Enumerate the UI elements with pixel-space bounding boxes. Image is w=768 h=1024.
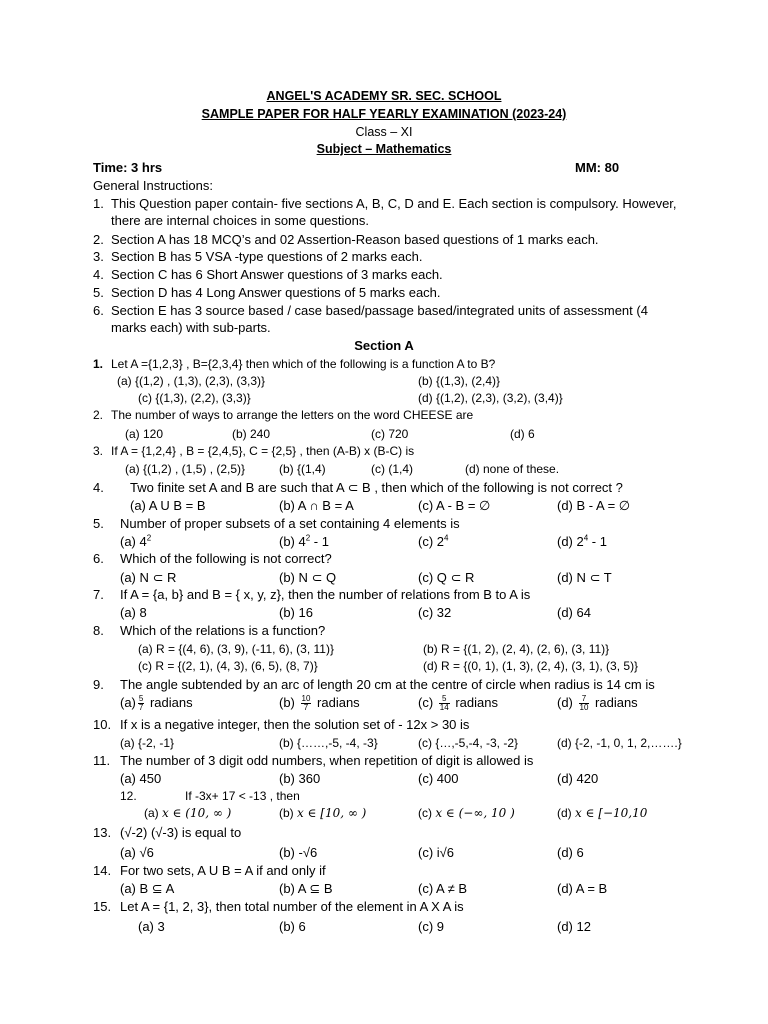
option-d: (d) B - A = ∅ [557, 498, 631, 513]
instruction-text: Section B has 5 VSA -type questions of 2 marks each. [111, 249, 423, 264]
instruction-num: 3. [93, 249, 104, 264]
option-d: (d) $2^4 - 1$ [557, 533, 607, 549]
instruction-text: marks each) with sub-parts. [111, 320, 271, 335]
option-d: (d) 420 [557, 771, 599, 786]
question-number: 5. [93, 516, 104, 531]
option-b: (b) x ∈ [10, ∞ ) [279, 806, 367, 820]
instruction-num: 1. [93, 196, 104, 211]
question-number: 4. [93, 480, 104, 495]
option-c: (c) x ∈ (−∞, 10 ) [418, 806, 515, 820]
option-b: (b) {(1,4) [279, 462, 326, 476]
option-d: (d) x ∈ [−10,10 [557, 806, 648, 820]
option-d: (d) A = B [557, 881, 608, 896]
question-number: 8. [93, 623, 104, 638]
instruction-num: 5. [93, 285, 104, 300]
option-d: (d) {(1,2), (2,3), (3,2), (3,4)} [418, 391, 563, 405]
option-c: (c) A - B = ∅ [418, 498, 491, 513]
max-marks: MM: 80 [575, 160, 620, 175]
instruction-text: Section A has 18 MCQ’s and 02 Assertion-Reason based questions of 1 marks each. [111, 232, 599, 247]
option-d: (d) N ⊂ T [557, 570, 612, 585]
question-number: 6. [93, 551, 104, 566]
option-d: (d) R = {(0, 1), (1, 3), (2, 4), (3, 1), (3, 5)} [423, 659, 639, 673]
question-number: 7. [93, 587, 104, 602]
section-title: Section A [354, 338, 414, 353]
question-number: 9. [93, 677, 104, 692]
option-a: (a) $4^2$ [120, 533, 152, 549]
time-label: Time: 3 hrs [93, 160, 163, 175]
question-number: 13. [93, 825, 112, 840]
option-a: (a) N ⊂ R [120, 570, 177, 585]
question-text: The number of ways to arrange the letters on the word CHEESE are [111, 408, 474, 422]
question-number: 1. [93, 357, 104, 371]
question-number: 10. [93, 717, 112, 732]
option-c: (c) A ≠ B [418, 881, 468, 896]
question-number: 11. [93, 753, 111, 768]
option-d: (d) 12 [557, 919, 591, 934]
option-d: (d) 64 [557, 605, 591, 620]
question-text: Let A ={1,2,3} , B={2,3,4} then which of the following is a function A to B? [111, 357, 496, 371]
subject-label: Subject – Mathematics [316, 142, 452, 156]
option-d: (d) 6 [557, 845, 584, 860]
paper-title: SAMPLE PAPER FOR HALF YEARLY EXAMINATION (2023-24) [201, 107, 567, 121]
instructions-title: General Instructions: [93, 178, 213, 193]
option-b: (b) 360 [279, 771, 321, 786]
option-b: (b) 240 [232, 427, 271, 441]
question-text: Which of the relations is a function? [120, 623, 326, 638]
question-text: If A = {a, b} and B = { x, y, z}, then the number of relations from B to A is [120, 587, 531, 602]
option-a: (a) A U B = B [130, 498, 206, 513]
question-text: Two finite set A and B are such that A ⊂ B , then which of the following is not correct ? [130, 480, 623, 495]
option-c: (c) $\frac{5}{14}$ radians [418, 694, 498, 713]
option-b: (b) {(1,3), (2,4)} [418, 374, 501, 388]
option-c: (c) {…,-5,-4, -3, -2} [418, 736, 519, 750]
option-c: (c) R = {(2, 1), (4, 3), (6, 5), (8, 7)} [138, 659, 318, 673]
option-b: (b) $\frac{10}{7}$ radians [279, 694, 360, 713]
instruction-num: 2. [93, 232, 104, 247]
option-d: (d) 6 [510, 427, 535, 441]
option-a: (a) 3 [138, 919, 165, 934]
option-a: (a) B ⊆ A [120, 881, 175, 896]
option-c: (c) 32 [418, 605, 452, 620]
question-number: 2. [93, 408, 104, 422]
option-c: (c) Q ⊂ R [418, 570, 475, 585]
option-a: (a) 120 [125, 427, 164, 441]
option-b: (b) {……,-5, -4, -3} [279, 736, 378, 750]
option-b: (b) N ⊂ Q [279, 570, 337, 585]
question-number: 14. [93, 863, 112, 878]
option-b: (b) R = {(1, 2), (2, 4), (2, 6), (3, 11)} [423, 642, 610, 656]
option-c: (c) i√6 [418, 845, 455, 860]
option-b: (b) -√6 [279, 845, 318, 860]
option-d: (d) none of these. [465, 462, 560, 476]
question-text: Let A = {1, 2, 3}, then total number of the element in A X A is [120, 899, 464, 914]
question-text: For two sets, A U B = A if and only if [120, 863, 326, 878]
question-number: 12. [120, 789, 137, 803]
question-text: Number of proper subsets of a set containing 4 elements is [120, 516, 460, 531]
question-text: If -3x+ 17 < -13 , then [185, 789, 300, 803]
question-text: If A = {1,2,4} , B = {2,4,5}, C = {2,5} , then (A-B) x (B-C) is [111, 444, 415, 458]
instruction-text: This Question paper contain- five sections A, B, C, D and E. Each section is compulsory. However, [111, 196, 677, 211]
instruction-text: Section C has 6 Short Answer questions of 3 marks each. [111, 267, 443, 282]
option-a: (a) √6 [120, 845, 154, 860]
instruction-text: Section E has 3 source based / case based/passage based/integrated units of assessment (4 [111, 303, 648, 318]
question-text: The number of 3 digit odd numbers, when repetition of digit is allowed is [120, 753, 534, 768]
option-a: (a) 450 [120, 771, 162, 786]
option-a: (a) {(1,2) , (1,3), (2,3), (3,3)} [117, 374, 266, 388]
option-a: (a) R = {(4, 6), (3, 9), (-11, 6), (3, 11)} [138, 642, 334, 656]
question-number: 3. [93, 444, 104, 458]
option-c: (c) 9 [418, 919, 444, 934]
class-label: Class – XI [355, 125, 413, 139]
option-b: (b) 16 [279, 605, 313, 620]
option-b: (b) A ∩ B = A [279, 498, 354, 513]
option-c: (c) 720 [371, 427, 409, 441]
option-a: (a) $\frac{5}{7}$ radians [120, 694, 193, 713]
question-text: (√-2) (√-3) is equal to [120, 825, 242, 840]
school-name: ANGEL'S ACADEMY SR. SEC. SCHOOL [266, 89, 502, 103]
instruction-num: 4. [93, 267, 104, 282]
option-c: (c) $2^4$ [418, 533, 449, 549]
option-c: (c) (1,4) [371, 462, 413, 476]
option-b: (b) 6 [279, 919, 306, 934]
option-b: (b) A ⊆ B [279, 881, 333, 896]
option-b: (b) $4^2 - 1$ [279, 533, 329, 549]
option-d: (d) $\frac{7}{10}$ radians [557, 694, 638, 713]
instruction-text: Section D has 4 Long Answer questions of 5 marks each. [111, 285, 441, 300]
option-d: (d) {-2, -1, 0, 1, 2,…….} [557, 736, 682, 750]
option-c: (c) 400 [418, 771, 459, 786]
question-text: If x is a negative integer, then the solution set of - 12x > 30 is [120, 717, 470, 732]
question-number: 15. [93, 899, 112, 914]
option-a: (a) {-2, -1} [120, 736, 175, 750]
instruction-num: 6. [93, 303, 104, 318]
option-a: (a) {(1,2) , (1,5) , (2,5)} [125, 462, 246, 476]
option-a: (a) x ∈ (10, ∞ ) [144, 806, 232, 820]
option-a: (a) 8 [120, 605, 147, 620]
option-c: (c) {(1,3), (2,2), (3,3)} [138, 391, 251, 405]
instruction-text: there are internal choices in some questions. [111, 213, 369, 228]
question-text: Which of the following is not correct? [120, 551, 332, 566]
question-text: The angle subtended by an arc of length 20 cm at the centre of circle when radius is 14 cm is [120, 677, 655, 692]
